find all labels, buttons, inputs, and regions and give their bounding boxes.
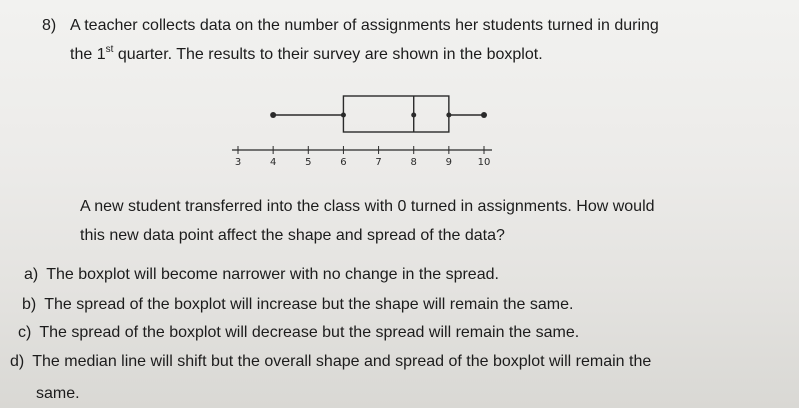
x-tick-label-5: 5 xyxy=(305,157,312,168)
iqr-box xyxy=(343,96,448,132)
x-tick-label-7: 7 xyxy=(375,157,382,168)
min-point xyxy=(270,112,276,118)
ordinal-superscript: st xyxy=(105,44,114,55)
x-tick-label-6: 6 xyxy=(340,157,347,168)
option-a-text: The boxplot will become narrower with no change in the spread. xyxy=(46,266,499,283)
question-number: 8) xyxy=(42,17,57,34)
option-b[interactable] xyxy=(22,295,573,315)
x-tick-label-3: 3 xyxy=(234,157,242,168)
option-b-letter: b) xyxy=(22,296,37,313)
option-c-text: The spread of the boxplot will decrease but the spread will remain the same. xyxy=(39,324,580,341)
option-a[interactable] xyxy=(24,265,499,285)
x-tick-label-4: 4 xyxy=(269,157,277,168)
option-c[interactable] xyxy=(18,323,579,343)
max-point xyxy=(481,112,487,118)
question-text-line1: A teacher collects data on the number of assignments her students turned in during xyxy=(70,17,659,34)
option-c-letter: c) xyxy=(18,324,32,341)
option-d-letter: d) xyxy=(10,353,25,370)
x-tick-label-9: 9 xyxy=(445,157,453,168)
question-text-pre: the 1 xyxy=(70,46,106,63)
x-tick-label-10: 10 xyxy=(477,157,491,168)
option-d[interactable] xyxy=(10,352,651,372)
option-a-letter: a) xyxy=(24,266,39,283)
option-b-text: The spread of the boxplot will increase but the shape will remain the same. xyxy=(44,296,574,313)
question-text-post: quarter. The results to their survey are shown in the boxplot. xyxy=(113,46,543,63)
prompt-line2: this new data point affect the shape and spread of the data? xyxy=(80,227,505,244)
x-tick-label-8: 8 xyxy=(410,157,417,168)
option-d-text: The median line will shift but the overall shape and spread of the boxplot will remain the xyxy=(32,353,652,370)
prompt-line1: A new student transferred into the class with 0 turned in assignments. How would xyxy=(80,198,655,215)
option-d-continued: same. xyxy=(36,385,80,402)
